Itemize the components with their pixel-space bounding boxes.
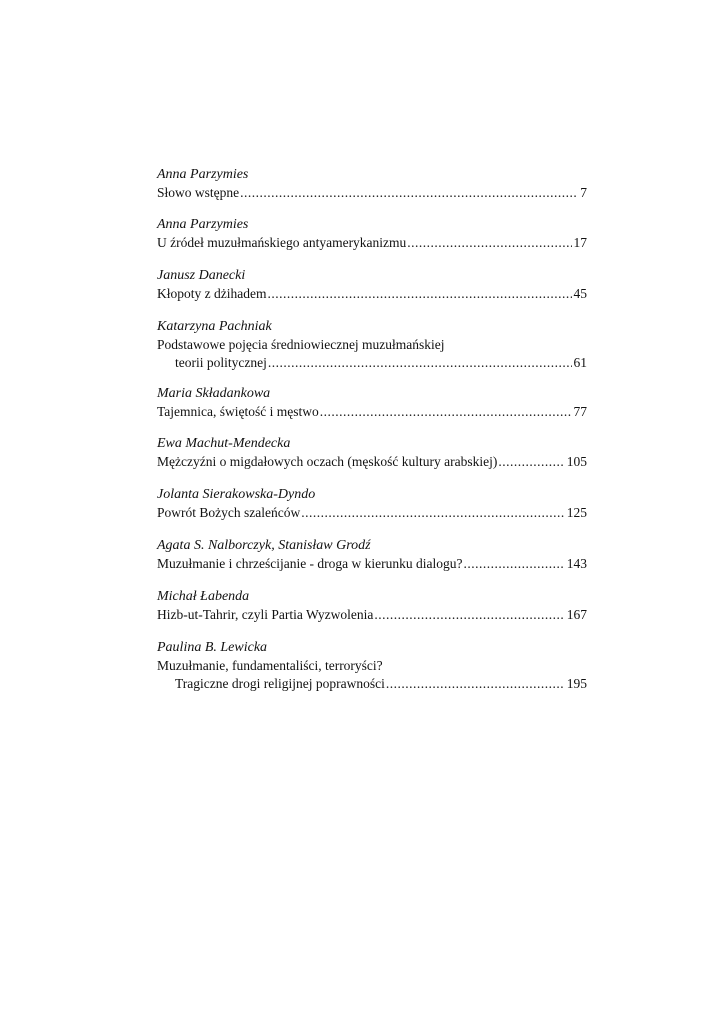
toc-title: Słowo wstępne xyxy=(157,185,240,200)
toc-page-number: 143 xyxy=(566,556,587,571)
toc-title-line[interactable] xyxy=(157,354,587,372)
toc-entry xyxy=(157,318,587,372)
toc-author: Paulina B. Lewicka xyxy=(157,640,268,655)
toc-title: U źródeł muzułmańskiego antyamerykanizmu xyxy=(157,235,407,250)
toc-title-line[interactable] xyxy=(157,606,587,624)
toc-author: Maria Składankowa xyxy=(157,386,271,401)
toc-author: Anna Parzymies xyxy=(157,167,249,182)
toc-title: Kłopoty z dżihadem xyxy=(157,286,267,301)
toc-title-line[interactable] xyxy=(157,403,587,421)
toc-page-number: 7 xyxy=(580,185,587,200)
toc-page-number: 105 xyxy=(566,454,587,469)
toc-author: Anna Parzymies xyxy=(157,217,249,232)
toc-title: Tragiczne drogi religijnej poprawności xyxy=(175,676,385,691)
toc-author: Janusz Danecki xyxy=(157,268,246,283)
toc-entry xyxy=(157,486,587,522)
toc-entry xyxy=(157,588,587,624)
toc-leader-dots xyxy=(407,234,571,252)
toc-leader-dots xyxy=(498,453,564,471)
toc-title: Tajemnica, świętość i męstwo xyxy=(157,404,319,419)
toc-entry xyxy=(157,537,587,573)
toc-page-number: 61 xyxy=(573,355,587,370)
toc-title: Muzułmanie i chrześcijanie - droga w kierunku dialogu? xyxy=(157,556,463,571)
toc-title-first-line: Muzułmanie, fundamentaliści, terroryści? xyxy=(157,658,383,673)
toc-page-number: 45 xyxy=(573,286,587,301)
toc-title: Mężczyźni o migdałowych oczach (męskość kultury arabskiej) xyxy=(157,454,498,469)
toc-entry xyxy=(157,435,587,471)
toc-leader-dots xyxy=(320,403,572,421)
toc-entry xyxy=(157,385,587,421)
toc-entry xyxy=(157,216,587,252)
toc-leader-dots xyxy=(386,675,565,693)
toc-page-number: 195 xyxy=(566,676,587,691)
table-of-contents xyxy=(157,166,587,708)
toc-title-line[interactable] xyxy=(157,504,587,522)
toc-title: Powrót Bożych szaleńców xyxy=(157,505,301,520)
toc-entry xyxy=(157,166,587,202)
toc-page-number: 17 xyxy=(573,235,587,250)
toc-page-number: 125 xyxy=(566,505,587,520)
toc-title-line[interactable] xyxy=(157,453,587,471)
toc-page-number: 167 xyxy=(566,607,587,622)
toc-title-line[interactable] xyxy=(157,555,587,573)
toc-title: teorii politycznej xyxy=(175,355,267,370)
toc-leader-dots xyxy=(301,504,565,522)
toc-entry xyxy=(157,267,587,303)
toc-title-line[interactable] xyxy=(157,234,587,252)
toc-author: Agata S. Nalborczyk, Stanisław Grodź xyxy=(157,538,371,553)
toc-author: Ewa Machut-Mendecka xyxy=(157,436,291,451)
toc-author: Jolanta Sierakowska-Dyndo xyxy=(157,487,316,502)
toc-leader-dots xyxy=(240,184,578,202)
toc-title-line[interactable] xyxy=(157,675,587,693)
toc-leader-dots xyxy=(464,555,565,573)
toc-page-number: 77 xyxy=(573,404,587,419)
toc-title-line[interactable] xyxy=(157,285,587,303)
toc-title-first-line: Podstawowe pojęcia średniowiecznej muzułmańskiej xyxy=(157,337,445,352)
toc-author: Katarzyna Pachniak xyxy=(157,319,272,334)
toc-title-line[interactable] xyxy=(157,184,587,202)
toc-title: Hizb-ut-Tahrir, czyli Partia Wyzwolenia xyxy=(157,607,374,622)
toc-entry xyxy=(157,639,587,693)
toc-author: Michał Łabenda xyxy=(157,589,250,604)
toc-leader-dots xyxy=(374,606,564,624)
toc-leader-dots xyxy=(267,285,571,303)
toc-leader-dots xyxy=(268,354,572,372)
